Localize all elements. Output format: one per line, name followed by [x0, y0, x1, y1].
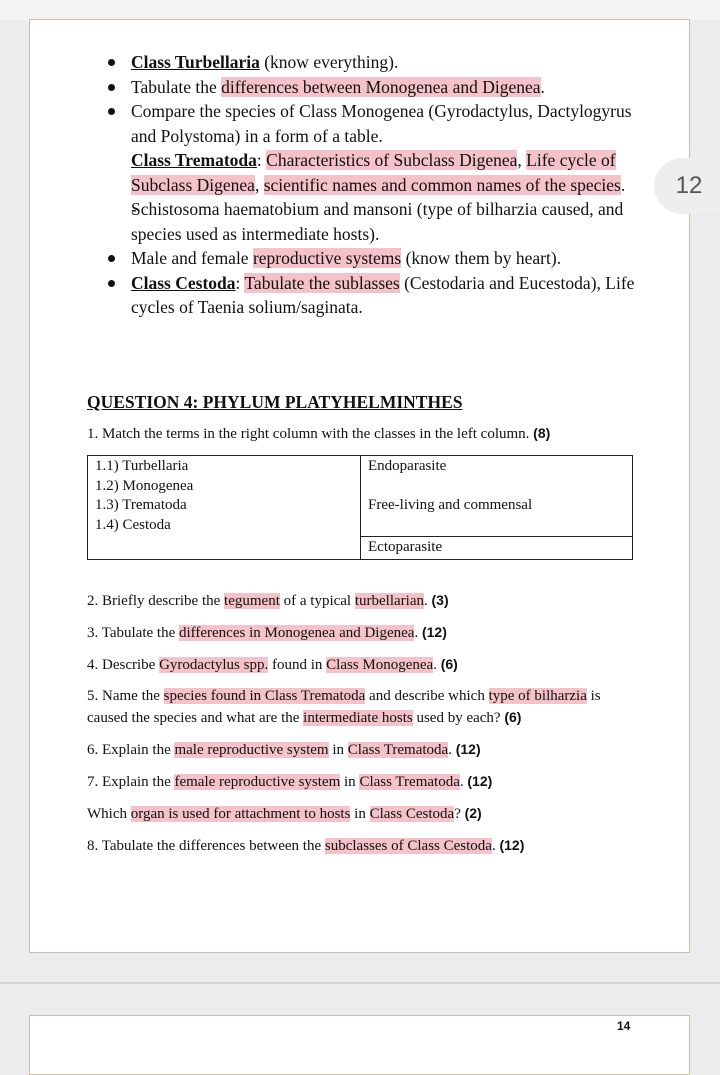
next-document-page [29, 1015, 690, 1075]
question-1-intro [87, 425, 550, 443]
marks: (6) [504, 709, 522, 725]
note-text: . [620, 174, 626, 195]
marks: (12) [455, 741, 481, 757]
highlight: species found in Class Trematoda [163, 688, 366, 704]
question-text: 1. Match the terms in the right column with the classes in the left column. [87, 426, 530, 442]
note-text: Tabulate the [131, 76, 222, 97]
highlight: Characteristics of Subclass Digenea [266, 150, 518, 170]
note-tabulate-differences [108, 75, 638, 100]
highlight: Class Trematoda [359, 774, 460, 790]
note-text: Male and female [131, 248, 253, 268]
term: Ectoparasite [368, 539, 443, 555]
highlight: scientific names and common names of the species [263, 174, 621, 195]
question-text: 3. Tabulate the [87, 625, 179, 641]
note-text: (know them by heart). [401, 248, 562, 268]
terms-column [361, 456, 633, 537]
marks: (6) [440, 656, 458, 672]
terms-column-last [361, 537, 633, 560]
class-trematoda-heading: Class Trematoda [131, 150, 257, 170]
note-text: , [254, 174, 264, 195]
class-term: 1.3) Trematoda [95, 497, 187, 513]
question-text: in [350, 806, 370, 822]
class-term: 1.2) Monogenea [95, 477, 194, 494]
question-text: used by each? [412, 710, 505, 726]
class-term: 1.1) Turbellaria [95, 458, 189, 474]
question-6 [87, 739, 607, 761]
note-text: : [235, 272, 245, 293]
class-term: 1.4) Cestoda [95, 516, 171, 533]
note-turbellaria [108, 50, 638, 75]
note-trematoda [108, 148, 638, 197]
question-text: 2. Briefly describe the [87, 593, 225, 609]
marks: (12) [421, 624, 447, 640]
highlight: tegument [224, 593, 280, 609]
question-text: found in [268, 657, 327, 673]
highlight: Gyrodactylus spp. [159, 657, 269, 673]
term: Free-living and commensal [368, 496, 533, 513]
highlight: Class Monogenea [326, 657, 434, 673]
note-text: Schistosoma haematobium and mansoni (type of bilharzia caused, and species used as intermediate hosts). [131, 199, 624, 244]
note-text: (know everything). [259, 52, 399, 72]
page-number: 14 [617, 1019, 631, 1033]
highlight: male reproductive system [174, 742, 329, 758]
note-schistosoma [108, 197, 638, 246]
marks: (8) [533, 425, 551, 441]
question-text: and describe which [365, 688, 489, 704]
question-text: . [424, 593, 432, 609]
question-text: 4. Describe [87, 657, 160, 673]
note-reproductive-systems [108, 246, 638, 271]
highlight: organ is used for attachment to hosts [130, 806, 351, 822]
highlight: subclasses of Class Cestoda [324, 838, 492, 854]
question-text: . [448, 742, 456, 758]
question-text: . [459, 774, 468, 790]
highlight: type of bilharzia [488, 688, 587, 704]
question-text: Which [87, 806, 131, 822]
viewer-top-bar [0, 0, 720, 20]
note-text: , [517, 150, 527, 170]
question-text: . [433, 657, 441, 673]
class-turbellaria-heading: Class Turbellaria [131, 52, 260, 72]
question-4-title: QUESTION 4: PHYLUM PLATYHELMINTHES [87, 392, 463, 412]
question-text: 5. Name the [87, 688, 164, 704]
marks: (3) [431, 592, 449, 608]
question-text: 6. Explain the [87, 742, 175, 758]
question-7 [87, 771, 607, 793]
highlight: reproductive systems [252, 248, 402, 268]
highlight: differences between Monogenea and Digenea [221, 76, 541, 97]
highlight: Class Cestoda [369, 806, 455, 822]
page-count-badge[interactable] [654, 158, 720, 214]
question-text: 8. Tabulate the differences between the [87, 838, 325, 854]
marks: (12) [499, 837, 525, 853]
question-2 [87, 590, 607, 612]
highlight: intermediate hosts [303, 710, 413, 726]
study-notes-list [108, 50, 638, 320]
highlight: Life cycle of Subclass Digenea [131, 150, 616, 195]
question-8 [87, 835, 607, 857]
question-4 [87, 654, 607, 676]
question-text: . [491, 838, 500, 854]
question-text: 7. Explain the [87, 774, 175, 790]
question-text: of a typical [279, 593, 355, 609]
question-text: . [414, 625, 422, 641]
note-text: (Cestodaria and Eucestoda), Life cycles of Taenia solium/saginata. [131, 272, 635, 317]
note-cestoda [108, 271, 638, 320]
classes-column [88, 456, 361, 560]
question-text: ? [454, 806, 465, 822]
note-text: : [256, 150, 267, 170]
note-text: Compare the species of Class Monogenea (Gyrodactylus, Dactylogyrus and Polystoma) in a form of a table. [131, 101, 632, 146]
note-compare-species [108, 99, 638, 148]
question-list [87, 590, 607, 867]
matching-table [87, 455, 633, 560]
class-cestoda-heading: Class Cestoda [131, 272, 236, 293]
highlight: Tabulate the sublasses [244, 272, 400, 293]
highlight: differences in Monogenea and Digenea [178, 625, 415, 641]
question-5 [87, 686, 607, 729]
note-text: . [540, 76, 545, 97]
page-count-label: 12 [675, 172, 703, 199]
highlight: turbellarian [354, 593, 424, 609]
question-text: is caused the species and what are the [87, 688, 601, 726]
marks: (12) [467, 773, 493, 789]
question-text: in [328, 742, 348, 758]
highlight: female reproductive system [174, 774, 341, 790]
question-3 [87, 622, 607, 644]
question-text: in [340, 774, 360, 790]
highlight: Class Trematoda [347, 742, 449, 758]
question-7b [87, 803, 607, 825]
page-divider [0, 982, 720, 984]
marks: (2) [464, 805, 482, 821]
term: Endoparasite [368, 458, 447, 474]
